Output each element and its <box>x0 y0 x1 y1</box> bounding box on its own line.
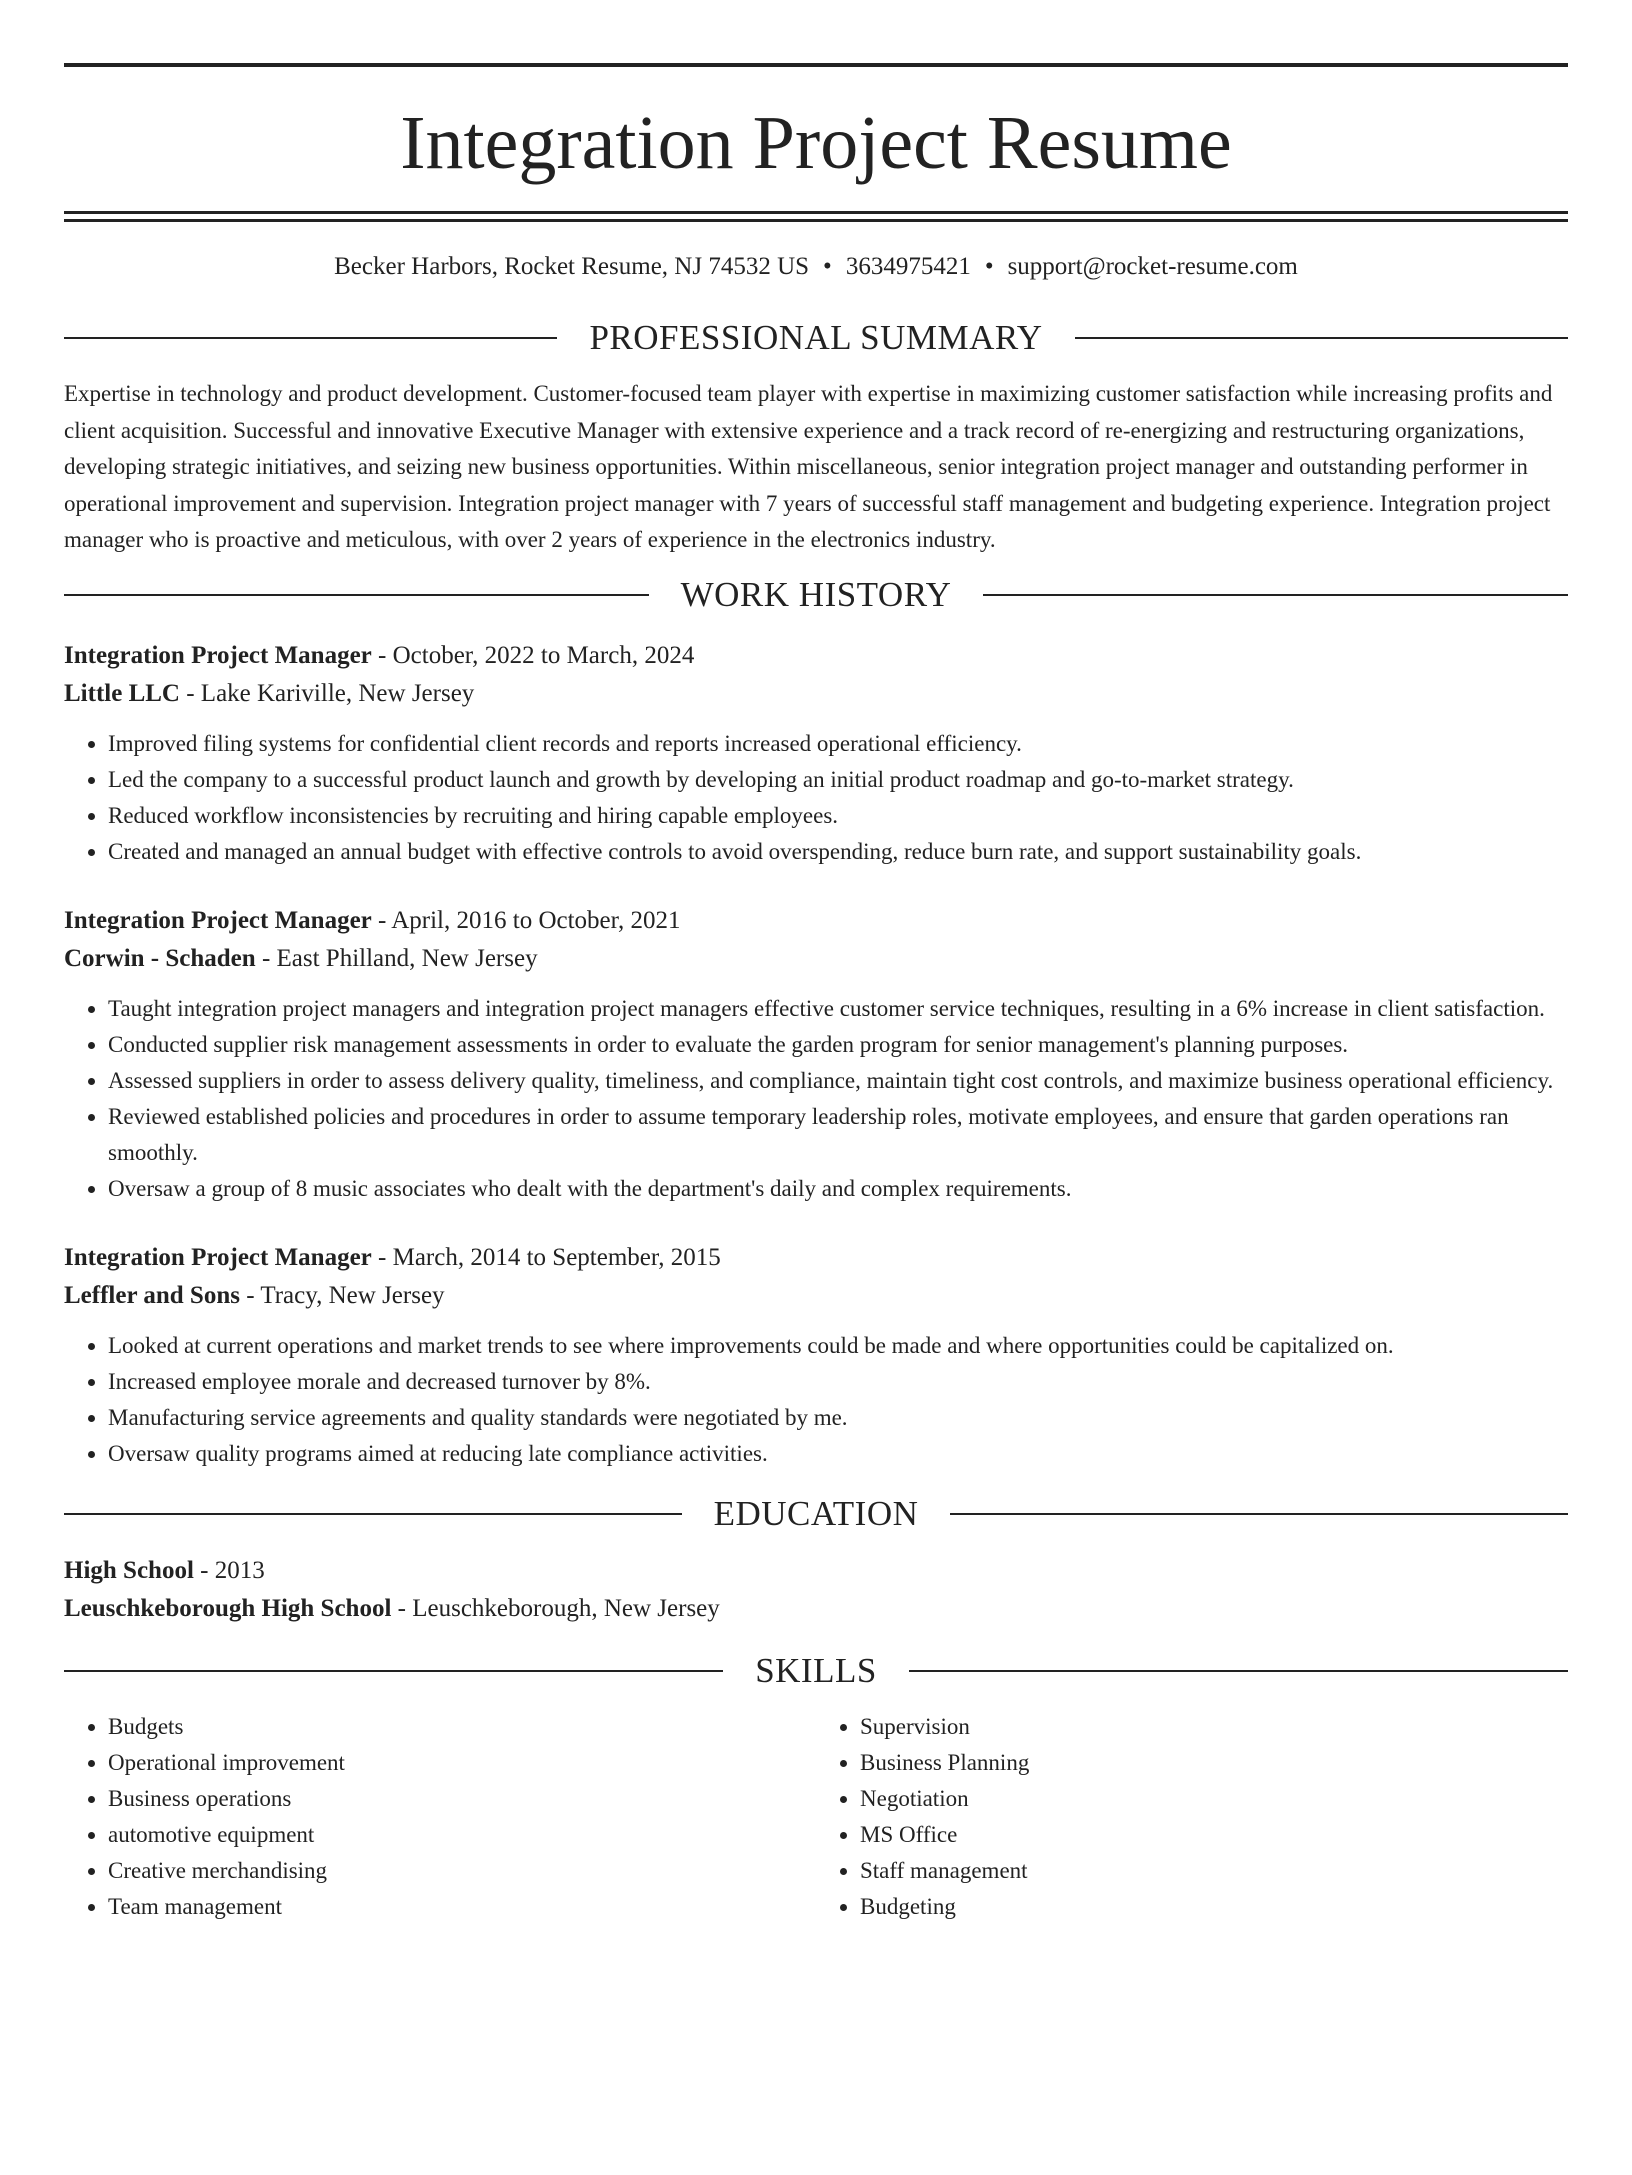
job-location: - Lake Kariville, New Jersey <box>179 680 475 707</box>
job-bullet: • Improved filing systems for confidential client records and reports increased operational efficiency. <box>108 726 1568 762</box>
job-bullet: • Reviewed established policies and procedures in order to assume temporary leadership roles, motivate employees, and ensure that garden operations ran smoothly. <box>108 1099 1568 1171</box>
education-year: - 2013 <box>193 1556 265 1584</box>
job-bullet: • Oversaw a group of 8 music associates who dealt with the department's daily and complex requirements. <box>108 1171 1568 1207</box>
job-company: Little LLC <box>64 680 180 707</box>
job-bullet: • Oversaw quality programs aimed at reducing late compliance activities. <box>108 1436 1568 1472</box>
job-title-line <box>64 902 1568 941</box>
job-dates: - April, 2016 to October, 2021 <box>371 906 681 934</box>
contact-address: Becker Harbors, Rocket Resume, NJ 74532 US <box>334 253 810 280</box>
skill-item: • Business operations <box>108 1781 816 1817</box>
job-location: - Tracy, New Jersey <box>239 1282 445 1309</box>
skill-item: • MS Office <box>860 1817 1568 1853</box>
job-bullets <box>64 726 1568 870</box>
job-title-line <box>64 637 1568 676</box>
job-dates: - October, 2022 to March, 2024 <box>371 641 695 669</box>
top-rule <box>64 63 1568 67</box>
skill-item: • Team management <box>108 1889 816 1925</box>
contact-phone: 3634975421 <box>845 253 971 280</box>
skill-item: • Creative merchandising <box>108 1853 816 1889</box>
section-header-work <box>64 575 1568 615</box>
skill-item: • Business Planning <box>860 1745 1568 1781</box>
summary-paragraph: Expertise in technology and product development. Customer-focused team player with expertise in maximizing customer satisfaction while increasing profits and client acquisition. Successful and innovative Executive Manager with extensive experience and a track record of re-energizing and restructuring organizations, developing strategic initiatives, and seizing new business opportunities. Within miscellaneous, senior integration project manager and outstanding performer in operational improvement and supervision. Integration project manager with 7 years of successful staff management and budgeting experience. Integration project manager who is proactive and meticulous, with over 2 years of experience in the electronics industry. <box>64 381 1553 552</box>
job-entry <box>64 1239 1568 1472</box>
job-bullet: • Manufacturing service agreements and quality standards were negotiated by me. <box>108 1400 1568 1436</box>
job-company: Leffler and Sons <box>64 1282 240 1309</box>
job-company: Corwin - Schaden <box>64 945 256 972</box>
skill-item: • Staff management <box>860 1853 1568 1889</box>
job-bullet: • Increased employee morale and decreased turnover by 8%. <box>108 1364 1568 1400</box>
job-company-line <box>64 1277 1568 1316</box>
skill-item: • automotive equipment <box>108 1817 816 1853</box>
education-entry <box>64 1552 1568 1629</box>
resume-title: Integration Project Resume <box>400 101 1232 185</box>
skill-item: • Budgets <box>108 1709 816 1745</box>
job-dates: - March, 2014 to September, 2015 <box>371 1243 721 1271</box>
education-school: Leuschkeborough High School <box>64 1595 392 1622</box>
job-bullet: • Looked at current operations and market trends to see where improvements could be made and where opportunities could be capitalized on. <box>108 1328 1568 1364</box>
job-entry <box>64 637 1568 870</box>
job-location: - East Philland, New Jersey <box>255 945 538 972</box>
education-degree-line <box>64 1552 1568 1591</box>
contact-line <box>64 252 1568 282</box>
job-bullet: • Created and managed an annual budget with effective controls to avoid overspending, reduce burn rate, and support sustainability goals. <box>108 834 1568 870</box>
section-rule <box>983 594 1568 596</box>
section-rule <box>64 1513 682 1515</box>
section-title: SKILLS <box>755 1650 877 1690</box>
job-bullet: • Led the company to a successful product launch and growth by developing an initial product roadmap and go-to-market strategy. <box>108 762 1568 798</box>
job-bullets <box>64 991 1568 1207</box>
section-rule <box>64 337 557 339</box>
job-title: Integration Project Manager <box>64 1243 372 1271</box>
job-title-line <box>64 1239 1568 1278</box>
job-company-line <box>64 940 1568 979</box>
skill-item: • Negotiation <box>860 1781 1568 1817</box>
section-rule <box>64 594 649 596</box>
skills-grid <box>64 1709 1568 1925</box>
skill-item: • Budgeting <box>860 1889 1568 1925</box>
skills-column-right <box>816 1709 1568 1925</box>
education-school-line <box>64 1590 1568 1629</box>
job-title: Integration Project Manager <box>64 641 372 669</box>
section-rule <box>950 1513 1568 1515</box>
job-bullet: • Reduced workflow inconsistencies by recruiting and hiring capable employees. <box>108 798 1568 834</box>
section-header-education <box>64 1494 1568 1534</box>
education-location: - Leuschkeborough, New Jersey <box>391 1595 720 1622</box>
job-bullet: • Assessed suppliers in order to assess delivery quality, timeliness, and compliance, maintain tight cost controls, and maximize business operational efficiency. <box>108 1063 1568 1099</box>
section-title: WORK HISTORY <box>680 574 952 614</box>
section-header-skills <box>64 1651 1568 1691</box>
job-bullet: • Conducted supplier risk management assessments in order to evaluate the garden program for senior management's planning purposes. <box>108 1027 1568 1063</box>
job-entry <box>64 902 1568 1207</box>
skill-item: • Operational improvement <box>108 1745 816 1781</box>
contact-separator: • <box>984 253 994 280</box>
job-bullet: • Taught integration project managers and integration project managers effective customer service techniques, resulting in a 6% increase in client satisfaction. <box>108 991 1568 1027</box>
section-rule <box>64 1670 723 1672</box>
skills-column-left <box>64 1709 816 1925</box>
job-bullets <box>64 1328 1568 1472</box>
job-company-line <box>64 675 1568 714</box>
skill-item: • Supervision <box>860 1709 1568 1745</box>
job-title: Integration Project Manager <box>64 906 372 934</box>
section-title: PROFESSIONAL SUMMARY <box>589 318 1043 357</box>
contact-email: support@rocket-resume.com <box>1007 253 1298 280</box>
contact-separator: • <box>823 253 832 280</box>
section-header-summary <box>64 318 1568 358</box>
resume-page <box>0 63 1632 2175</box>
section-title: EDUCATION <box>713 1493 919 1533</box>
title-double-rule <box>64 211 1568 222</box>
section-rule <box>1075 337 1568 339</box>
education-degree: High School <box>64 1556 194 1584</box>
section-rule <box>909 1670 1568 1672</box>
